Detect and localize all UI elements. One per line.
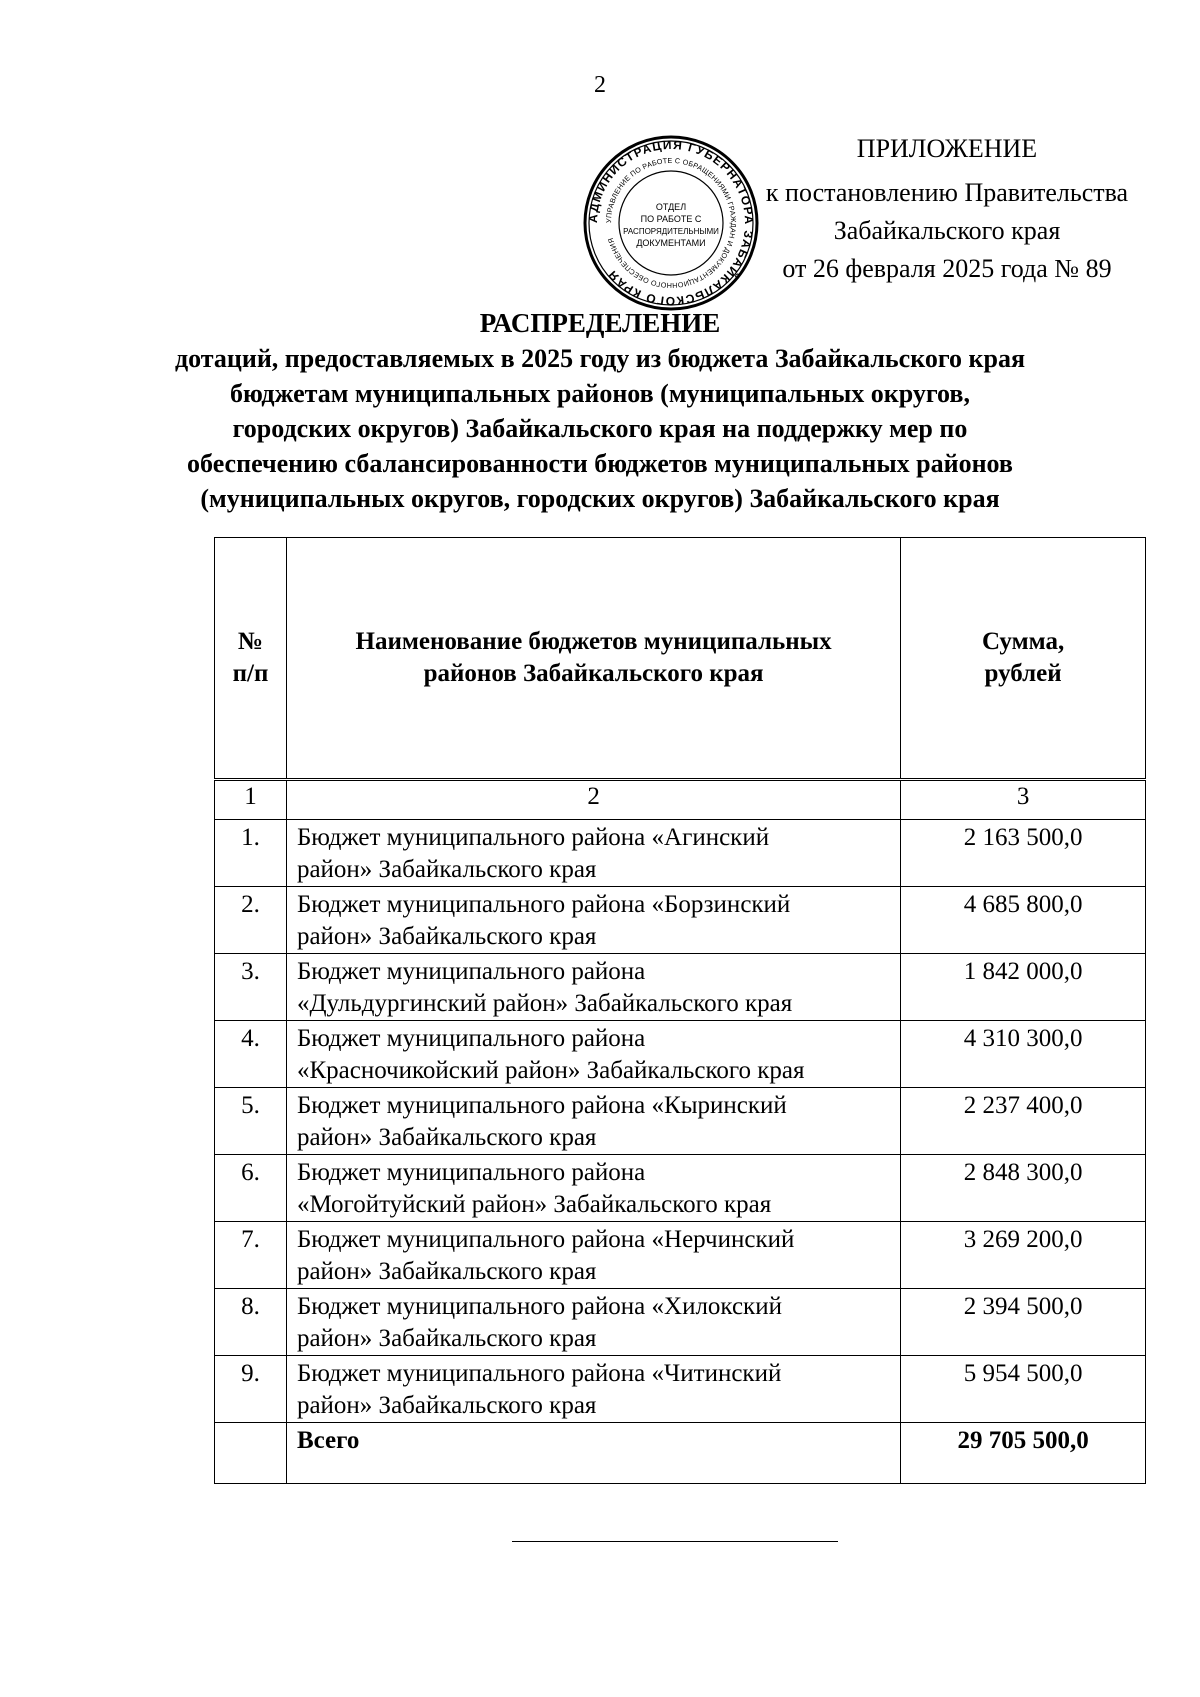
- seal-outer-text: АДМИНИСТРАЦИЯ ГУБЕРНАТОРА ЗАБАЙКАЛЬСКОГО КРАЯ: [585, 137, 757, 309]
- budget-name: Бюджет муниципального района «Борзинский район» Забайкальского края: [286, 887, 900, 954]
- seal-center-line: ОТДЕЛ: [655, 202, 687, 212]
- appendix-title: ПРИЛОЖЕНИЕ: [856, 134, 1038, 163]
- table-row: [215, 820, 1146, 887]
- table-row: [215, 1155, 1146, 1222]
- header-budget-name: Наименование бюджетов муниципальных районов Забайкальского края: [286, 538, 900, 780]
- document-subtitle-line: (муниципальных округов, городских округов) Забайкальского края: [200, 484, 1000, 513]
- header-amount: Сумма, рублей: [901, 538, 1146, 780]
- table-row: [215, 1021, 1146, 1088]
- seal-center-line: РАСПОРЯДИТЕЛЬНЫМИ: [623, 227, 719, 236]
- row-number: 8.: [215, 1289, 287, 1356]
- budget-amount: 5 954 500,0: [901, 1356, 1146, 1423]
- table-row: [215, 1356, 1146, 1423]
- budget-amount: 2 237 400,0: [901, 1088, 1146, 1155]
- table-row: [215, 954, 1146, 1021]
- document-subtitle-line: городских округов) Забайкальского края на поддержку мер по: [232, 414, 968, 443]
- appendix-line: Забайкальского края: [833, 216, 1061, 245]
- header-number: № п/п: [215, 538, 287, 780]
- row-number: 6.: [215, 1155, 287, 1222]
- total-row: [215, 1423, 1146, 1484]
- row-number: 5.: [215, 1088, 287, 1155]
- budget-amount: 4 310 300,0: [901, 1021, 1146, 1088]
- appendix-block: [732, 130, 1162, 288]
- appendix-line: от 26 февраля 2025 года № 89: [782, 254, 1112, 283]
- seal-middle-text: УПРАВЛЕНИЕ ПО РАБОТЕ С ОБРАЩЕНИЯМИ ГРАЖДАН И ДОКУМЕНТАЦИОННОГО ОБЕСПЕЧЕНИЯ: [603, 155, 739, 291]
- distribution-table: [214, 537, 1146, 1484]
- table-header-row: [215, 538, 1146, 780]
- table-row: [215, 1289, 1146, 1356]
- budget-name: Бюджет муниципального района «Дульдургинский район» Забайкальского края: [286, 954, 900, 1021]
- document-heading: РАСПРЕДЕЛЕНИЕ: [479, 308, 721, 338]
- budget-name: Бюджет муниципального района «Красночикойский район» Забайкальского края: [286, 1021, 900, 1088]
- budget-name: Бюджет муниципального района «Могойтуйский район» Забайкальского края: [286, 1155, 900, 1222]
- table-row: [215, 1088, 1146, 1155]
- row-number: 4.: [215, 1021, 287, 1088]
- budget-amount: 2 848 300,0: [901, 1155, 1146, 1222]
- total-label: Всего: [286, 1423, 900, 1484]
- budget-amount: 1 842 000,0: [901, 954, 1146, 1021]
- budget-name: Бюджет муниципального района «Нерчинский район» Забайкальского края: [286, 1222, 900, 1289]
- appendix-line: к постановлению Правительства: [765, 178, 1129, 207]
- column-number-row: [215, 780, 1146, 820]
- budget-name: Бюджет муниципального района «Агинский район» Забайкальского края: [286, 820, 900, 887]
- column-number: 1: [215, 780, 287, 820]
- row-number: 1.: [215, 820, 287, 887]
- seal-center-line: ПО РАБОТЕ С: [640, 214, 702, 224]
- budget-amount: 2 394 500,0: [901, 1289, 1146, 1356]
- document-subtitle-line: бюджетам муниципальных районов (муниципальных округов,: [230, 379, 970, 408]
- end-divider-line: [512, 1541, 838, 1542]
- seal-center-line: ДОКУМЕНТАМИ: [636, 238, 706, 248]
- page-number: 2: [594, 72, 606, 98]
- document-subtitle-line: обеспечению сбалансированности бюджетов муниципальных районов: [187, 449, 1013, 478]
- budget-name: Бюджет муниципального района «Хилокский район» Забайкальского края: [286, 1289, 900, 1356]
- budget-amount: 4 685 800,0: [901, 887, 1146, 954]
- total-amount: 29 705 500,0: [901, 1423, 1146, 1484]
- column-number: 2: [286, 780, 900, 820]
- row-number: 9.: [215, 1356, 287, 1423]
- total-empty-cell: [215, 1423, 287, 1484]
- budget-amount: 2 163 500,0: [901, 820, 1146, 887]
- budget-name: Бюджет муниципального района «Кыринский район» Забайкальского края: [286, 1088, 900, 1155]
- document-subtitle-line: дотаций, предоставляемых в 2025 году из бюджета Забайкальского края: [174, 344, 1026, 373]
- table-row: [215, 887, 1146, 954]
- column-number: 3: [901, 780, 1146, 820]
- row-number: 2.: [215, 887, 287, 954]
- table-row: [215, 1222, 1146, 1289]
- document-title-block: [140, 306, 1060, 516]
- budget-amount: 3 269 200,0: [901, 1222, 1146, 1289]
- row-number: 3.: [215, 954, 287, 1021]
- row-number: 7.: [215, 1222, 287, 1289]
- budget-name: Бюджет муниципального района «Читинский район» Забайкальского края: [286, 1356, 900, 1423]
